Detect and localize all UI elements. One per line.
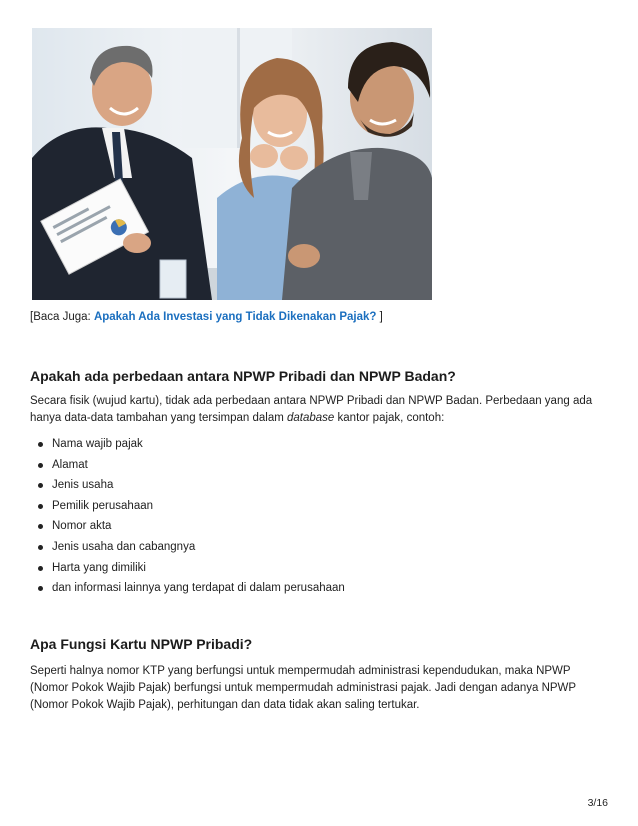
list-item: Harta yang dimiliki: [30, 558, 345, 579]
section1-heading: Apakah ada perbedaan antara NPWP Pribadi dan NPWP Badan?: [30, 368, 456, 384]
photo-business-meeting-icon: [32, 28, 432, 300]
section1-paragraph: [30, 393, 610, 427]
section1-para-em: database: [287, 412, 335, 424]
list-item: dan informasi lainnya yang terdapat di dalam perusahaan: [30, 578, 345, 599]
baca-juga-link[interactable]: Apakah Ada Investasi yang Tidak Dikenakan Pajak?: [93, 311, 377, 323]
section1-para-before: Secara fisik (wujud kartu), tidak ada perbedaan antara NPWP Pribadi dan NPWP Badan. Perbedaan yang ada hanya data-data tambahan yang tersimpan dalam: [30, 395, 593, 424]
section2-heading: Apa Fungsi Kartu NPWP Pribadi?: [30, 636, 253, 652]
baca-juga-line: [30, 311, 383, 323]
article-photo: [32, 28, 432, 300]
list-item: Nama wajib pajak: [30, 434, 345, 455]
baca-juga-prefix: [Baca Juga:: [30, 311, 91, 323]
list-item: Jenis usaha dan cabangnya: [30, 537, 345, 558]
page-number: 3/16: [587, 797, 608, 809]
section2-paragraph: Seperti halnya nomor KTP yang berfungsi untuk mempermudah administrasi kependudukan, maka NPWP (Nomor Pokok Wajib Pajak) berfungsi untuk mempermudah administrasi pajak. Jadi dengan adanya NPWP (Nomor Pokok Wajib Pajak), perhitungan dan data tidak akan saling tertukar.: [30, 665, 576, 711]
baca-juga-suffix: ]: [379, 311, 383, 323]
list-item: Nomor akta: [30, 516, 345, 537]
section1-para-after: kantor pajak, contoh:: [334, 412, 445, 424]
list-item: Jenis usaha: [30, 475, 345, 496]
list-item: Alamat: [30, 455, 345, 476]
npwp-data-list: [30, 434, 345, 599]
list-item: Pemilik perusahaan: [30, 496, 345, 517]
